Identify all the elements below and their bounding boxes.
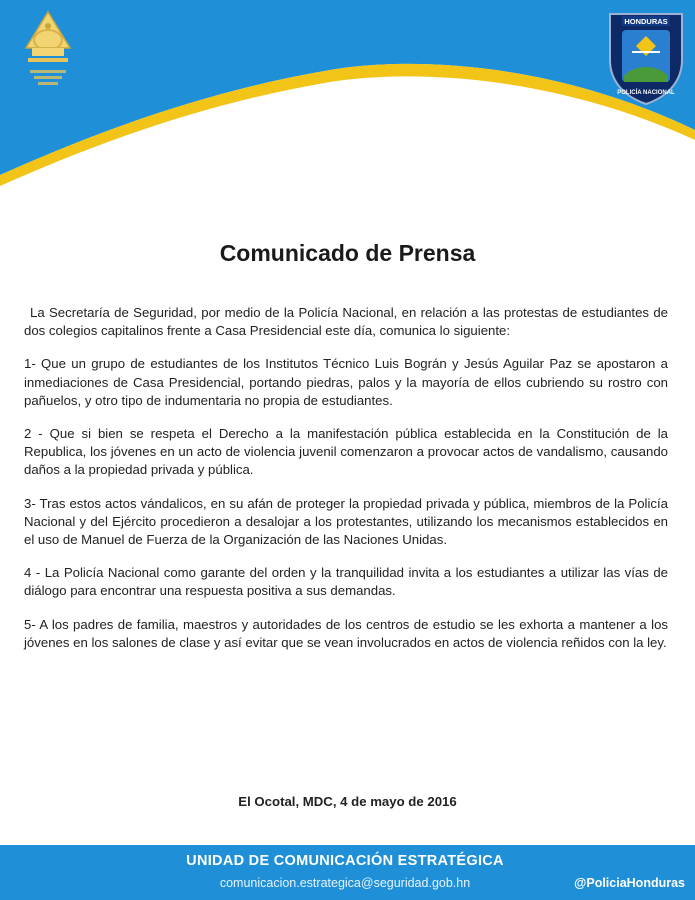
page-title: Comunicado de Prensa bbox=[219, 240, 476, 266]
intro-paragraph: La Secretaría de Seguridad, por medio de la Policía Nacional, en relación a las protestas de estudiantes de dos colegios capitalinos frente a Casa Presidencial este día, comunica lo siguiente: bbox=[24, 305, 668, 339]
point-5-paragraph: 5- A los padres de familia, maestros y autoridades de los centros de estudio se les exhorta a mantener a los jóvenes en los salones de clase y así evitar que se vean involucrados en actos de violencia reñidos con la ley. bbox=[24, 616, 668, 650]
footer-title: UNIDAD DE COMUNICACIÓN ESTRATÉGICA bbox=[186, 853, 504, 869]
header-wave-graphic bbox=[0, 0, 695, 200]
point-3-paragraph: 3- Tras estos actos vándalicos, en su afán de proteger la propiedad privada y pública, miembros de la Policía Nacional y del Ejército procedieron a desalojar a los protestantes, utilizando los mecanismos establecidos en el uso de Manuel de Fuerza de la Organización de las Naciones Unidas. bbox=[24, 495, 668, 548]
coat-of-arms-icon bbox=[18, 4, 78, 94]
badge-top-text: HONDURAS bbox=[624, 17, 668, 26]
header-banner bbox=[0, 0, 695, 200]
communique-body bbox=[24, 304, 668, 667]
point-2-paragraph: 2 - Que si bien se respeta el Derecho a la manifestación pública establecida en la Constitución de la Republica, los jóvenes en un acto de violencia juvenil comenzaron a provocar actos de vandalismo, causando daños a la propiedad privada y pública. bbox=[24, 426, 668, 478]
dateline: El Ocotal, MDC, 4 de mayo de 2016 bbox=[238, 794, 457, 809]
point-4-paragraph: 4 - La Policía Nacional como garante del orden y la tranquilidad invita a los estudiantes a utilizar las vías de diálogo para encontrar una respuesta positiva a sus demandas. bbox=[24, 565, 668, 599]
badge-bottom-text: POLICÍA NACIONAL bbox=[617, 90, 675, 96]
footer-bar bbox=[0, 845, 695, 900]
point-1-paragraph: 1- Que un grupo de estudiantes de los Institutos Técnico Luis Bográn y Jesús Aguilar Paz se apostaron a inmediaciones de Casa Presidencial, portando piedras, palos y la mayoría de ellos cubriendo su rostro con pañuelos, y otro tipo de indumentaria no propia de estudiantes. bbox=[24, 356, 668, 408]
footer-email-link[interactable]: comunicacion.estrategica@seguridad.gob.hn bbox=[219, 876, 471, 890]
footer-social-handle[interactable]: @PoliciaHonduras bbox=[574, 876, 685, 890]
policia-badge-icon bbox=[604, 6, 688, 106]
